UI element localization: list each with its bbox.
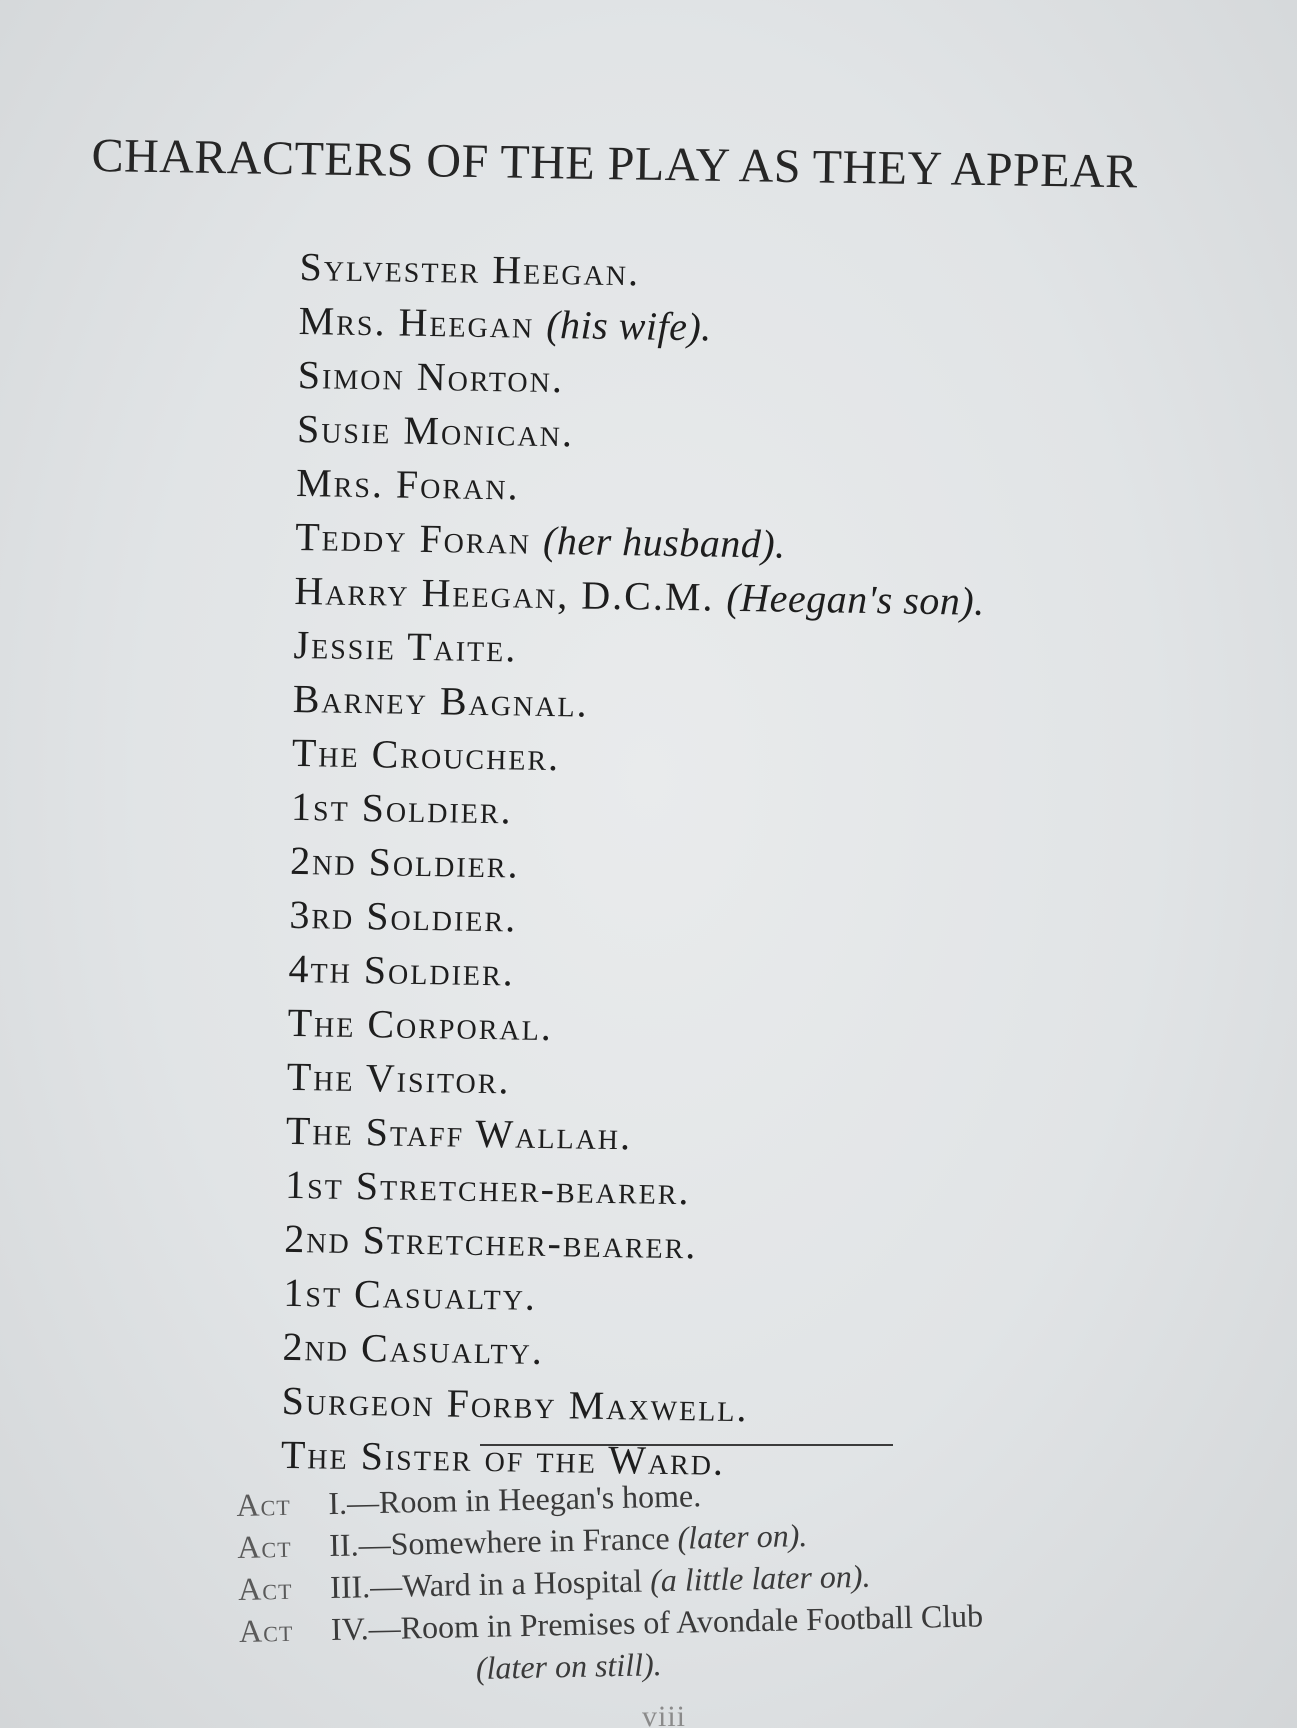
cast-name: 2nd Casualty.	[282, 1323, 545, 1373]
cast-name: Mrs. Heegan	[298, 297, 547, 347]
cast-name: Simon Norton.	[297, 351, 565, 402]
cast-name: 1st Stretcher-bearer.	[284, 1161, 691, 1214]
divider-rule	[480, 1444, 893, 1446]
cast-name: The Visitor.	[286, 1053, 511, 1103]
cast-name: Teddy Foran	[294, 513, 544, 563]
cast-name: Sylvester Heegan.	[299, 243, 641, 295]
cast-name: 1st Casualty.	[283, 1269, 538, 1319]
act-number: III.	[329, 1568, 371, 1606]
act-list	[236, 1468, 984, 1694]
act-label: Act	[237, 1569, 293, 1607]
cast-name: The Corporal.	[287, 999, 554, 1050]
act-label: Act	[238, 1611, 294, 1649]
act-description: —Room in Premises of Avondale Football Club	[368, 1597, 984, 1647]
cast-name: 3rd Soldier.	[289, 891, 518, 941]
act-number: II.	[328, 1526, 359, 1564]
act-continuation-note: (later on still).	[475, 1646, 663, 1687]
cast-note: (Heegan's son).	[726, 574, 986, 624]
cast-name: 2nd Soldier.	[289, 837, 520, 887]
page-number: viii	[642, 1700, 687, 1728]
cast-name: The Sister of the Ward.	[280, 1431, 726, 1484]
cast-note: (her husband).	[542, 517, 786, 567]
cast-list	[280, 240, 990, 1493]
cast-name: Barney Bagnal.	[292, 675, 589, 726]
act-number: IV.	[330, 1610, 370, 1648]
cast-name: The Croucher.	[291, 729, 561, 780]
cast-name: 2nd Stretcher-bearer.	[283, 1215, 698, 1268]
page-heading: CHARACTERS OF THE PLAY AS THEY APPEAR	[91, 128, 1139, 199]
cast-name: Mrs. Foran.	[295, 459, 520, 509]
act-description: —Somewhere in France	[358, 1519, 678, 1563]
cast-name: 1st Soldier.	[290, 783, 514, 833]
cast-name: Susie Monican.	[296, 405, 575, 456]
act-number: I.	[328, 1484, 348, 1522]
act-description: —Ward in a Hospital	[369, 1562, 651, 1605]
act-note: (later on).	[677, 1517, 808, 1556]
act-label: Act	[236, 1527, 292, 1565]
act-label: Act	[236, 1485, 292, 1523]
act-note: (a little later on).	[649, 1557, 871, 1599]
act-description: —Room in Heegan's home.	[346, 1477, 702, 1521]
cast-note: (his wife).	[545, 301, 713, 350]
cast-name: Harry Heegan, D.C.M.	[294, 567, 727, 620]
cast-name: Surgeon Forby Maxwell.	[281, 1377, 749, 1431]
cast-name: 4th Soldier.	[288, 945, 516, 995]
cast-name: Jessie Taite.	[293, 621, 518, 671]
cast-name: The Staff Wallah.	[285, 1107, 633, 1159]
